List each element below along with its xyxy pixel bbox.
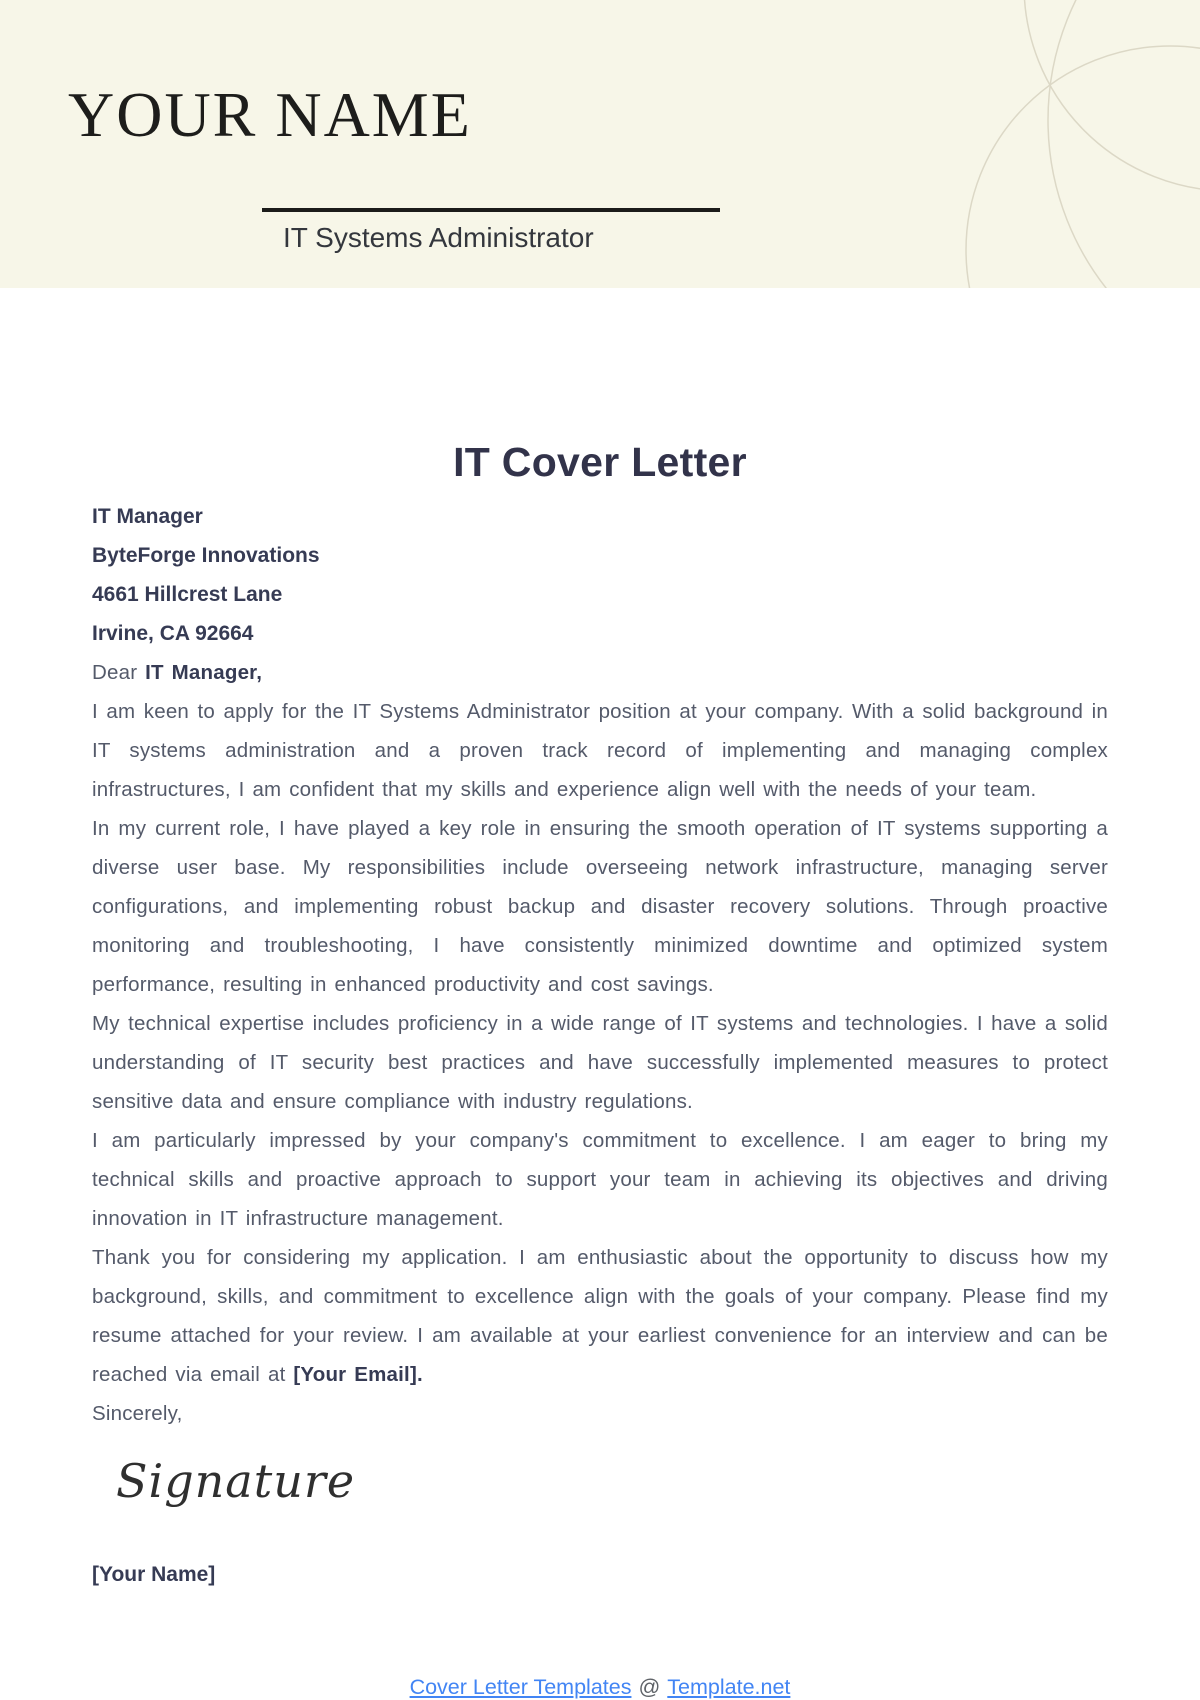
recipient-street: 4661 Hillcrest Lane <box>92 583 283 606</box>
page-title: IT Cover Letter <box>453 439 747 485</box>
recipient-address-block <box>92 497 1108 653</box>
footer <box>0 1673 1200 1700</box>
footer-separator: @ <box>638 1675 661 1699</box>
signoff: Sincerely, <box>92 1402 183 1425</box>
salutation <box>92 653 1108 692</box>
letter-content <box>0 438 1200 1594</box>
sender-name-placeholder: [Your Name] <box>92 1563 216 1586</box>
paragraph-intro: I am keen to apply for the IT Systems Administrator position at your company. With a solid background in IT systems administration and a proven track record of implementing and managing complex infrastructures, I am confident that my skills and experience align well with the needs of your team. <box>92 700 1108 801</box>
sender-name-heading: YOUR NAME <box>68 79 472 150</box>
salutation-recipient: IT Manager, <box>145 661 263 684</box>
paragraph-expertise: My technical expertise includes proficiency in a wide range of IT systems and technologies. I have a solid understanding of IT security best practices and have successfully implemented measures to protect sensitive data and ensure compliance with industry regulations. <box>92 1012 1108 1113</box>
paragraph-company-praise: I am particularly impressed by your company's commitment to excellence. I am eager to bring my technical skills and proactive approach to support your team in achieving its objectives and driving innovation in IT infrastructure management. <box>92 1129 1108 1230</box>
letterhead <box>0 0 1200 288</box>
signature-script: Signature <box>116 1454 356 1508</box>
recipient-title: IT Manager <box>92 505 203 528</box>
email-placeholder: [Your Email]. <box>293 1363 423 1386</box>
sender-role: IT Systems Administrator <box>283 222 594 253</box>
paragraph-current-role: In my current role, I have played a key role in ensuring the smooth operation of IT systems supporting a diverse user base. My responsibilities include overseeing network infrastructure, managing server configurations, and implementing robust backup and disaster recovery solutions. Through proactive monitoring and troubleshooting, I have consistently minimized downtime and optimized system performance, resulting in enhanced productivity and cost savings. <box>92 817 1108 996</box>
header-divider <box>262 208 720 212</box>
template-net-link[interactable]: Template.net <box>667 1675 791 1699</box>
decorative-circles-icon <box>840 0 1200 288</box>
paragraph-closing <box>92 1238 1108 1394</box>
cover-letter-templates-link[interactable]: Cover Letter Templates <box>409 1675 632 1699</box>
recipient-company: ByteForge Innovations <box>92 544 320 567</box>
closing-text: Thank you for considering my application. I am enthusiastic about the opportunity to discuss how my background, skills, and commitment to excellence align with the goals of your company. Please find my resume attached for your review. I am available at your earliest convenience for an interview and can be reached via email at <box>92 1246 1108 1386</box>
salutation-prefix: Dear <box>92 661 146 684</box>
recipient-city: Irvine, CA 92664 <box>92 622 254 645</box>
